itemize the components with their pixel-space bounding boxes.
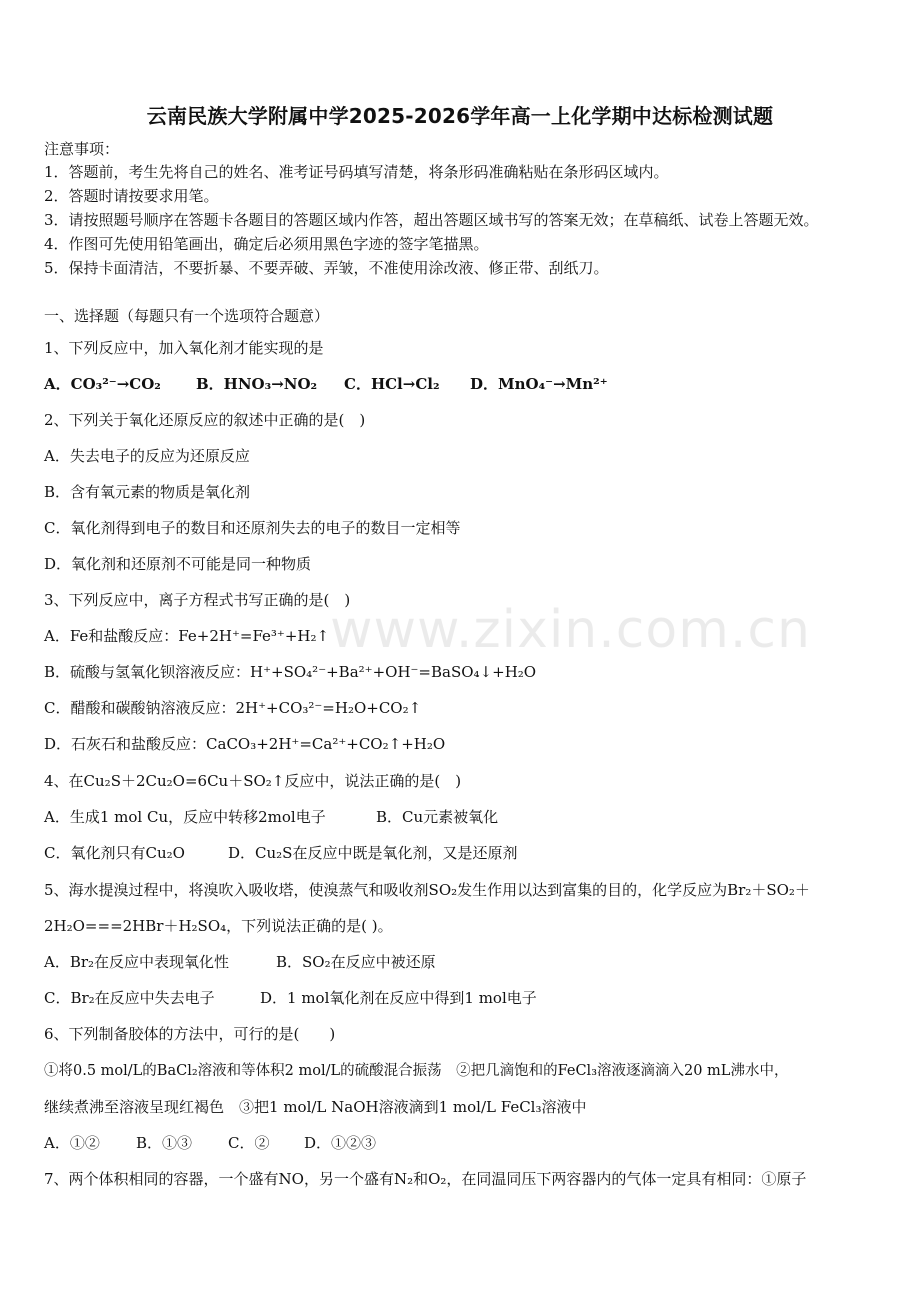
exam-title: 云南民族大学附属中学2025-2026学年高一上化学期中达标检测试题 [146,104,774,128]
notice-item-5: 5．保持卡面清洁，不要折暴、不要弄破、弄皱，不准使用涂改液、修正带、刮纸刀。 [44,259,609,277]
notice-item-1: 1．答题前，考生先将自己的姓名、准考证号码填写清楚，将条形码准确粘贴在条形码区域内。 [44,163,669,181]
q5-option-a: A．Br₂在反应中表现氧化性 [44,953,230,971]
question-6-stem: 6、下列制备胶体的方法中，可行的是( ) [44,1025,336,1043]
question-5-stem-line1: 5、海水提溴过程中，将溴吹入吸收塔，使溴蒸气和吸收剂SO₂发生作用以达到富集的目的，化学反应为Br₂＋SO₂＋ [44,881,810,899]
question-1-stem: 1、下列反应中，加入氧化剂才能实现的是 [44,339,324,357]
q4-option-a: A．生成1 mol Cu，反应中转移2mol电子 [44,808,326,826]
question-6-line2: 继续煮沸至溶液呈现红褐色 ③把1 mol/L NaOH溶液滴到1 mol/L FeCl₃溶液中 [44,1098,587,1116]
question-4-stem: 4、在Cu₂S＋2Cu₂O=6Cu＋SO₂↑反应中，说法正确的是( ) [44,772,462,790]
q2-option-b: B．含有氧元素的物质是氧化剂 [44,483,251,501]
q5-option-d: D．1 mol氧化剂在反应中得到1 mol电子 [260,989,537,1007]
q2-option-c: C．氧化剂得到电子的数目和还原剂失去的电子的数目一定相等 [44,519,461,537]
q2-option-a: A．失去电子的反应为还原反应 [44,447,250,465]
q6-option-c: C．② [228,1134,270,1152]
q1-option-d: D．MnO₄⁻→Mn²⁺ [470,375,608,393]
q1-option-b: B．HNO₃→NO₂ [196,375,318,393]
question-3-stem: 3、下列反应中，离子方程式书写正确的是( ) [44,591,351,609]
q1-option-c: C．HCl→Cl₂ [344,375,440,393]
question-2-stem: 2、下列关于氧化还原反应的叙述中正确的是( ) [44,411,366,429]
notice-item-3: 3．请按照题号顺序在答题卡各题目的答题区域内作答，超出答题区域书写的答案无效；在草稿纸、试卷上答题无效。 [44,211,819,229]
q6-option-a: A．①② [44,1134,100,1152]
q2-option-d: D．氧化剂和还原剂不可能是同一种物质 [44,555,312,573]
q3-option-c: C．醋酸和碳酸钠溶液反应：2H⁺+CO₃²⁻=H₂O+CO₂↑ [44,699,422,717]
q4-option-c: C．氧化剂只有Cu₂O [44,844,185,862]
watermark: www.zixin.com.cn [330,600,811,660]
q3-option-b: B．硫酸与氢氧化钡溶液反应：H⁺+SO₄²⁻+Ba²⁺+OH⁻=BaSO₄↓+H₂O [44,663,537,681]
q3-option-a: A．Fe和盐酸反应：Fe+2H⁺=Fe³⁺+H₂↑ [44,627,330,645]
question-7-stem: 7、两个体积相同的容器，一个盛有NO，另一个盛有N₂和O₂，在同温同压下两容器内的气体一定具有相同：①原子 [44,1170,807,1188]
q6-option-d: D．①②③ [304,1134,377,1152]
q6-option-b: B．①③ [136,1134,193,1152]
question-6-line1: ①将0.5 mol/L的BaCl₂溶液和等体积2 mol/L的硫酸混合振荡 ②把几滴饱和的FeCl₃溶液逐滴滴入20 mL沸水中， [44,1063,789,1079]
question-5-stem-line2: 2H₂O===2HBr＋H₂SO₄，下列说法正确的是( )。 [44,917,393,935]
q4-option-b: B．Cu元素被氧化 [376,808,499,826]
q5-option-b: B．SO₂在反应中被还原 [276,953,436,971]
notice-item-4: 4．作图可先使用铅笔画出，确定后必须用黑色字迹的签字笔描黑。 [44,235,489,253]
q4-option-d: D．Cu₂S在反应中既是氧化剂，又是还原剂 [228,844,518,862]
notice-item-2: 2．答题时请按要求用笔。 [44,187,219,205]
notice-heading: 注意事项： [44,140,120,158]
q1-option-a: A．CO₃²⁻→CO₂ [44,375,161,393]
q5-option-c: C．Br₂在反应中失去电子 [44,989,215,1007]
section-heading: 一、选择题（每题只有一个选项符合题意） [44,307,330,325]
q3-option-d: D．石灰石和盐酸反应：CaCO₃+2H⁺=Ca²⁺+CO₂↑+H₂O [44,735,446,753]
